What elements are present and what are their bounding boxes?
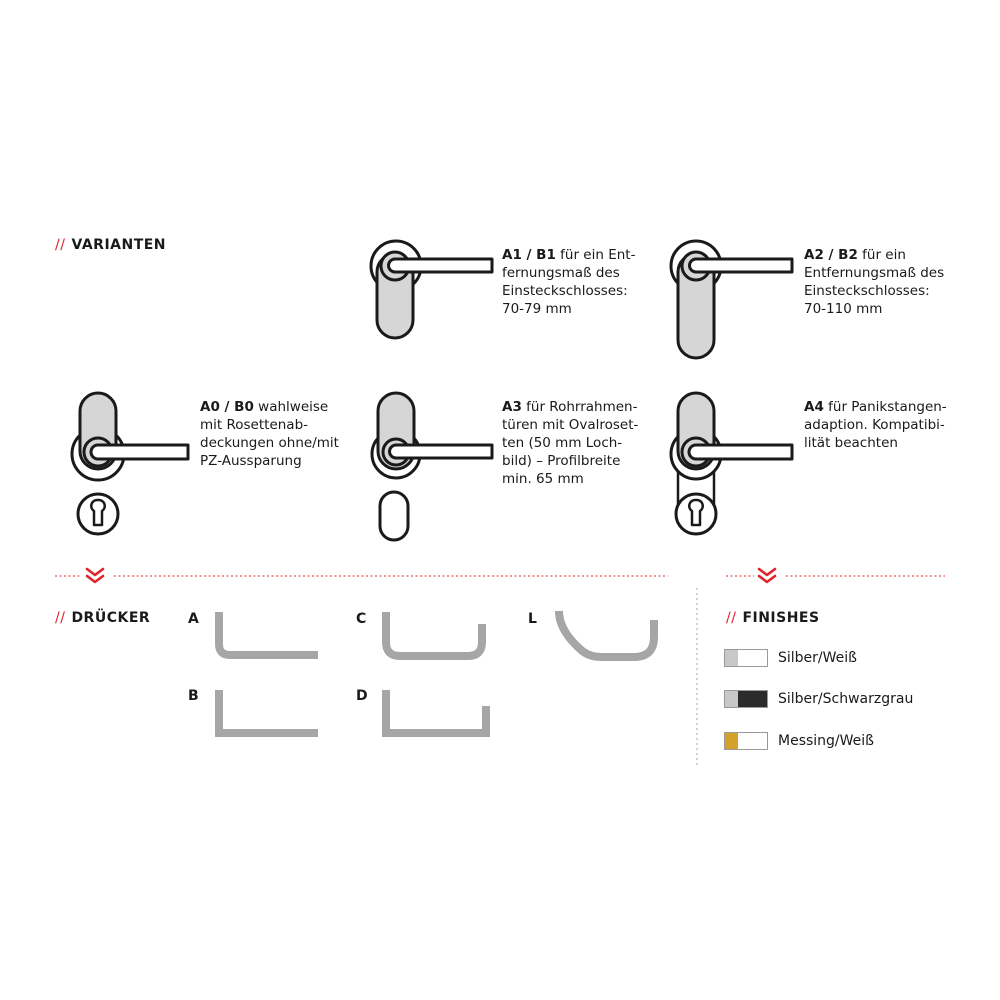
variant-text: für ein Ent-	[560, 247, 636, 263]
variant-a2-b2-description	[804, 246, 954, 318]
swatch-left	[725, 733, 738, 749]
slash-marker: //	[55, 237, 66, 253]
variant-text: bild) – Profilbreite	[502, 453, 621, 469]
variant-text: türen mit Ovalroset-	[502, 417, 639, 433]
variant-text: deckungen ohne/mit	[200, 435, 339, 451]
variant-text: wahlweise	[258, 399, 329, 415]
finish-label: Silber/Schwarzgrau	[778, 691, 914, 707]
variant-a0-b0-icon	[66, 390, 192, 538]
variant-text: fernungsmaß des	[502, 265, 620, 281]
variant-text: Einsteckschlosses:	[502, 283, 628, 299]
heading-text: DRÜCKER	[71, 610, 151, 626]
variant-code: A2 / B2	[804, 247, 858, 263]
handle-label-d: D	[356, 688, 368, 704]
chevron-down-icon	[759, 569, 775, 582]
color-swatch	[724, 649, 768, 667]
variant-text: adaption. Kompatibi-	[804, 417, 945, 433]
color-swatch	[724, 690, 768, 708]
variant-a2-b2-icon	[664, 236, 796, 362]
variant-text: 70-79 mm	[502, 301, 572, 317]
variant-text: lität beachten	[804, 435, 898, 451]
handle-label-a: A	[188, 611, 199, 627]
swatch-right	[738, 650, 767, 666]
variant-code: A4	[804, 399, 824, 415]
color-swatch	[724, 732, 768, 750]
variant-a4-icon	[664, 390, 796, 542]
variant-code: A0 / B0	[200, 399, 254, 415]
handle-label-b: B	[188, 688, 199, 704]
slash-marker: //	[55, 610, 66, 626]
swatch-right	[738, 691, 767, 707]
variant-a3-description	[502, 398, 652, 488]
heading-text: FINISHES	[742, 610, 820, 626]
variant-code: A3	[502, 399, 522, 415]
section-heading-varianten	[55, 237, 166, 253]
handle-shape-b-icon	[212, 688, 322, 742]
variant-text: für Rohrrahmen-	[526, 399, 638, 415]
variant-text: für ein	[862, 247, 906, 263]
variant-a1-b1-description	[502, 246, 652, 318]
finish-option[interactable]	[724, 731, 874, 751]
variant-text: Entfernungsmaß des	[804, 265, 945, 281]
swatch-right	[738, 733, 767, 749]
variant-text: für Panikstangen-	[828, 399, 947, 415]
chevron-down-icon	[87, 569, 103, 582]
finish-option[interactable]	[724, 648, 857, 668]
variant-a0-b0-description	[200, 398, 350, 470]
handle-label-l: L	[528, 611, 537, 627]
variant-a4-description	[804, 398, 954, 452]
variant-a1-b1-icon	[364, 236, 496, 342]
heading-text: VARIANTEN	[71, 237, 167, 253]
finish-option[interactable]	[724, 689, 913, 709]
variant-text: mit Rosettenab-	[200, 417, 309, 433]
section-heading-finishes	[726, 610, 820, 626]
variant-text: PZ-Aussparung	[200, 453, 302, 469]
variant-a3-icon	[366, 390, 496, 546]
handle-shape-a-icon	[212, 610, 322, 662]
swatch-left	[725, 691, 738, 707]
handle-shape-l-icon	[552, 606, 662, 666]
handle-shape-d-icon	[380, 688, 496, 742]
slash-marker: //	[726, 610, 737, 626]
handle-shape-c-icon	[380, 610, 492, 666]
finish-label: Messing/Weiß	[778, 733, 874, 749]
section-heading-druecker	[55, 610, 150, 626]
handle-label-c: C	[356, 611, 367, 627]
swatch-left	[725, 650, 738, 666]
finish-label: Silber/Weiß	[778, 650, 857, 666]
variant-text: 70-110 mm	[804, 301, 883, 317]
variant-text: min. 65 mm	[502, 471, 584, 487]
variant-text: Einsteckschlosses:	[804, 283, 930, 299]
variant-code: A1 / B1	[502, 247, 556, 263]
variant-text: ten (50 mm Loch-	[502, 435, 623, 451]
